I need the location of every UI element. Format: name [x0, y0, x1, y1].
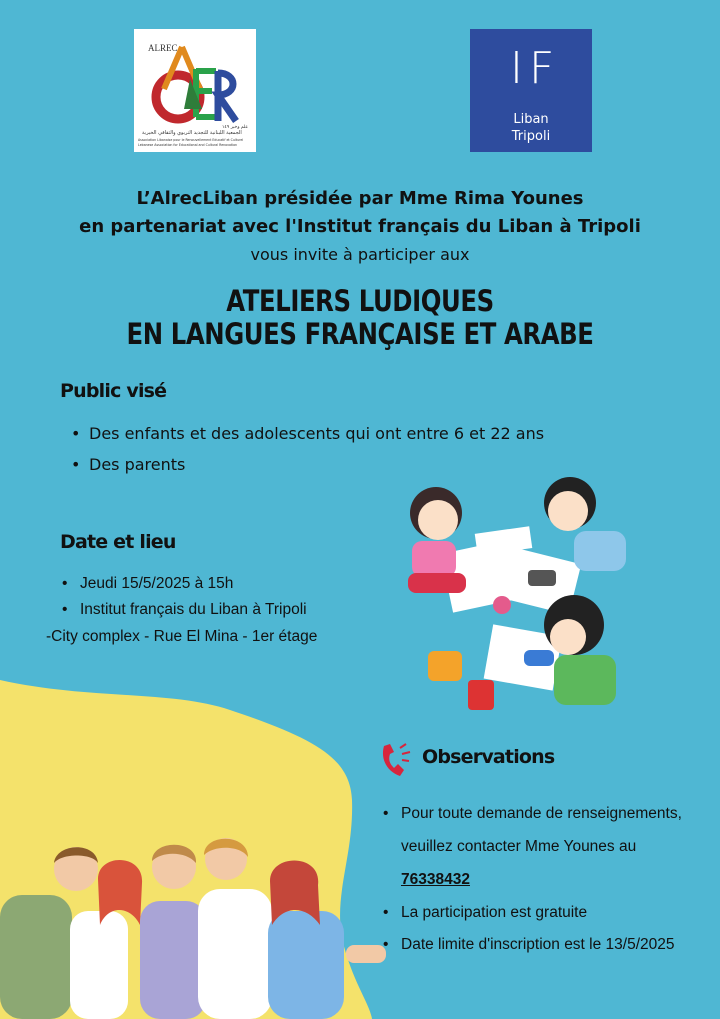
address-line: -City complex - Rue El Mina - 1er étage	[46, 628, 318, 645]
place-item: • Institut français du Liban à Tripoli	[80, 601, 307, 619]
public-item-1: • Des enfants et des adolescents qui ont entre 6 et 22 ans	[89, 424, 544, 443]
contact-line-1: • Pour toute demande de renseignements,	[401, 805, 682, 823]
teens-group-illustration	[0, 825, 390, 1019]
institut-francais-logo	[470, 29, 592, 152]
observations-heading: Observations	[422, 746, 555, 768]
deadline-item: • Date limite d'inscription est le 13/5/2025	[401, 936, 675, 954]
alrec-logo-text: ALREC	[148, 43, 178, 53]
date-lieu-heading: Date et lieu	[60, 531, 176, 553]
intro-line-1: L’AlrecLiban présidée par Mme Rima Younes	[136, 188, 584, 209]
phone-number-link[interactable]: 76338432	[401, 871, 470, 888]
alrec-logo-french: Association Libanaise pour le Renouvellement Educatif et Culturel	[138, 138, 244, 142]
public-item-2: • Des parents	[89, 455, 185, 474]
alrec-logo-arabic: الجمعية اللبنانية للتجديد التربوي والثقافي الخيرية	[142, 130, 242, 136]
alrec-logo-english: Lebanese Association for Educational and Cultural Renovation	[138, 143, 238, 147]
alrec-logo	[134, 29, 256, 152]
title-line-2: EN LANGUES FRANÇAISE ET ARABE	[126, 317, 594, 351]
intro-line-3: vous invite à participer aux	[250, 245, 470, 264]
alrec-logo-graphic	[134, 29, 256, 152]
if-line1: Liban	[513, 112, 549, 127]
title-line-1: ATELIERS LUDIQUES	[226, 284, 494, 318]
if-line2: Tripoli	[511, 129, 551, 144]
intro-line-2: en partenariat avec l'Institut français du Liban à Tripoli	[79, 216, 641, 237]
kids-drawing-illustration	[398, 475, 648, 715]
alrec-logo-note: علم وخبر ١٤٩	[222, 125, 249, 130]
phone-icon	[378, 740, 412, 780]
contact-line-2: veuillez contacter Mme Younes au	[401, 838, 637, 855]
free-participation-item: • La participation est gratuite	[401, 904, 587, 922]
public-heading: Public visé	[60, 380, 167, 402]
date-item: • Jeudi 15/5/2025 à 15h	[80, 575, 233, 593]
if-mark: IF	[510, 43, 561, 94]
event-title	[58, 285, 663, 351]
